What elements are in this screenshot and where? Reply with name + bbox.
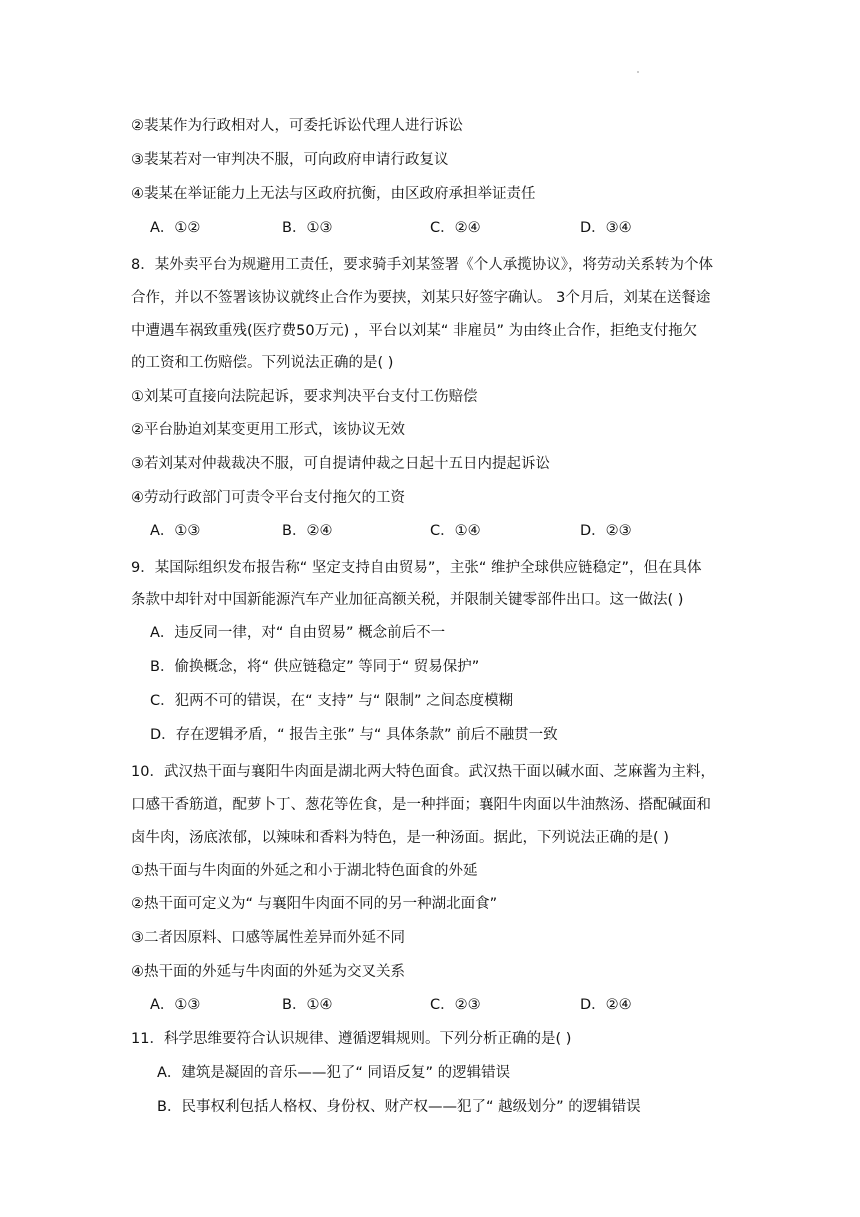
q8-stem-line-2: 合作，并以不签署该协议就终止合作为要挟，刘某只好签字确认。 3个月后，刘某在送餐途	[131, 290, 711, 306]
q10-options	[150, 993, 750, 1013]
q8-stem-line-4: 的工资和工伤赔偿。下列说法正确的是( )	[131, 355, 394, 371]
q9-choice-a: A．违反同一律，对“ 自由贸易” 概念前后不一	[150, 625, 446, 641]
q10-item-1: ①热干面与牛肉面的外延之和小于湖北特色面食的外延	[131, 863, 478, 879]
q7-item-3: ③裴某若对一审判决不服，可向政府申请行政复议	[131, 152, 449, 168]
q10-option-b: B．①④	[282, 997, 333, 1013]
q8-option-d: D．②③	[580, 523, 632, 539]
q10-option-c: C．②③	[430, 997, 481, 1013]
q11-choice-a: A．建筑是凝固的音乐——犯了“ 同语反复” 的逻辑错误	[157, 1065, 511, 1081]
q9-choice-c: C．犯两不可的错误，在“ 支持” 与“ 限制” 之间态度模糊	[150, 693, 514, 709]
q10-option-a: A．①③	[150, 997, 201, 1013]
q9-choice-b: B．偷换概念，将“ 供应链稳定” 等同于“ 贸易保护”	[150, 659, 480, 675]
q8-option-a: A．①③	[150, 523, 201, 539]
q9-stem-line-1: 9．某国际组织发布报告称“ 坚定支持自由贸易”，主张“ 维护全球供应链稳定”，但在具体	[131, 560, 702, 576]
q8-item-3: ③若刘某对仲裁裁决不服，可自提请仲裁之日起十五日内提起诉讼	[131, 456, 550, 472]
q8-options	[150, 519, 750, 539]
q7-item-4: ④裴某在举证能力上无法与区政府抗衡，由区政府承担举证责任	[131, 186, 536, 202]
q9-choice-d: D．存在逻辑矛盾，“ 报告主张” 与“ 具体条款” 前后不融贯一致	[150, 727, 558, 743]
q7-item-2: ②裴某作为行政相对人，可委托诉讼代理人进行诉讼	[131, 118, 463, 134]
q7-option-a: A．①②	[150, 220, 201, 236]
q8-stem-line-1: 8．某外卖平台为规避用工责任，要求骑手刘某签署《个人承揽协议》，将劳动关系转为个体	[131, 257, 713, 273]
scan-speck	[637, 71, 639, 73]
q8-option-c: C．①④	[430, 523, 481, 539]
q10-item-4: ④热干面的外延与牛肉面的外延为交叉关系	[131, 964, 405, 980]
q8-option-b: B．②④	[282, 523, 333, 539]
q7-options	[150, 216, 750, 236]
q8-item-4: ④劳动行政部门可责令平台支付拖欠的工资	[131, 490, 405, 506]
q10-option-d: D．②④	[580, 997, 632, 1013]
q7-option-c: C．②④	[430, 220, 481, 236]
q10-stem-line-3: 卤牛肉，汤底浓郁，以辣味和香料为特色，是一种汤面。据此，下列说法正确的是( )	[131, 830, 669, 846]
q8-stem-line-3: 中遭遇车祸致重残(医疗费50万元) ，平台以刘某“ 非雇员” 为由终止合作，拒绝支付拖欠	[131, 323, 698, 339]
q10-item-2: ②热干面可定义为“ 与襄阳牛肉面不同的另一种湖北面食”	[131, 896, 498, 912]
q10-stem-line-2: 口感干香筋道，配萝卜丁、葱花等佐食，是一种拌面；襄阳牛肉面以牛油熬汤、搭配碱面和	[131, 797, 711, 813]
q10-stem-line-1: 10．武汉热干面与襄阳牛肉面是湖北两大特色面食。武汉热干面以碱水面、芝麻酱为主料，	[131, 764, 715, 780]
q10-item-3: ③二者因原料、口感等属性差异而外延不同	[131, 930, 405, 946]
q7-option-d: D．③④	[580, 220, 632, 236]
q9-stem-line-2: 条款中却针对中国新能源汽车产业加征高额关税，并限制关键零部件出口。这一做法( )	[131, 592, 684, 608]
q7-option-b: B．①③	[282, 220, 333, 236]
q11-stem-line-1: 11．科学思维要符合认识规律、遵循逻辑规则。下列分析正确的是( )	[131, 1031, 572, 1047]
q8-item-1: ①刘某可直接向法院起诉，要求判决平台支付工伤赔偿	[131, 389, 478, 405]
q8-item-2: ②平台胁迫刘某变更用工形式，该协议无效	[131, 422, 405, 438]
q11-choice-b: B．民事权利包括人格权、身份权、财产权——犯了“ 越级划分” 的逻辑错误	[157, 1099, 641, 1115]
